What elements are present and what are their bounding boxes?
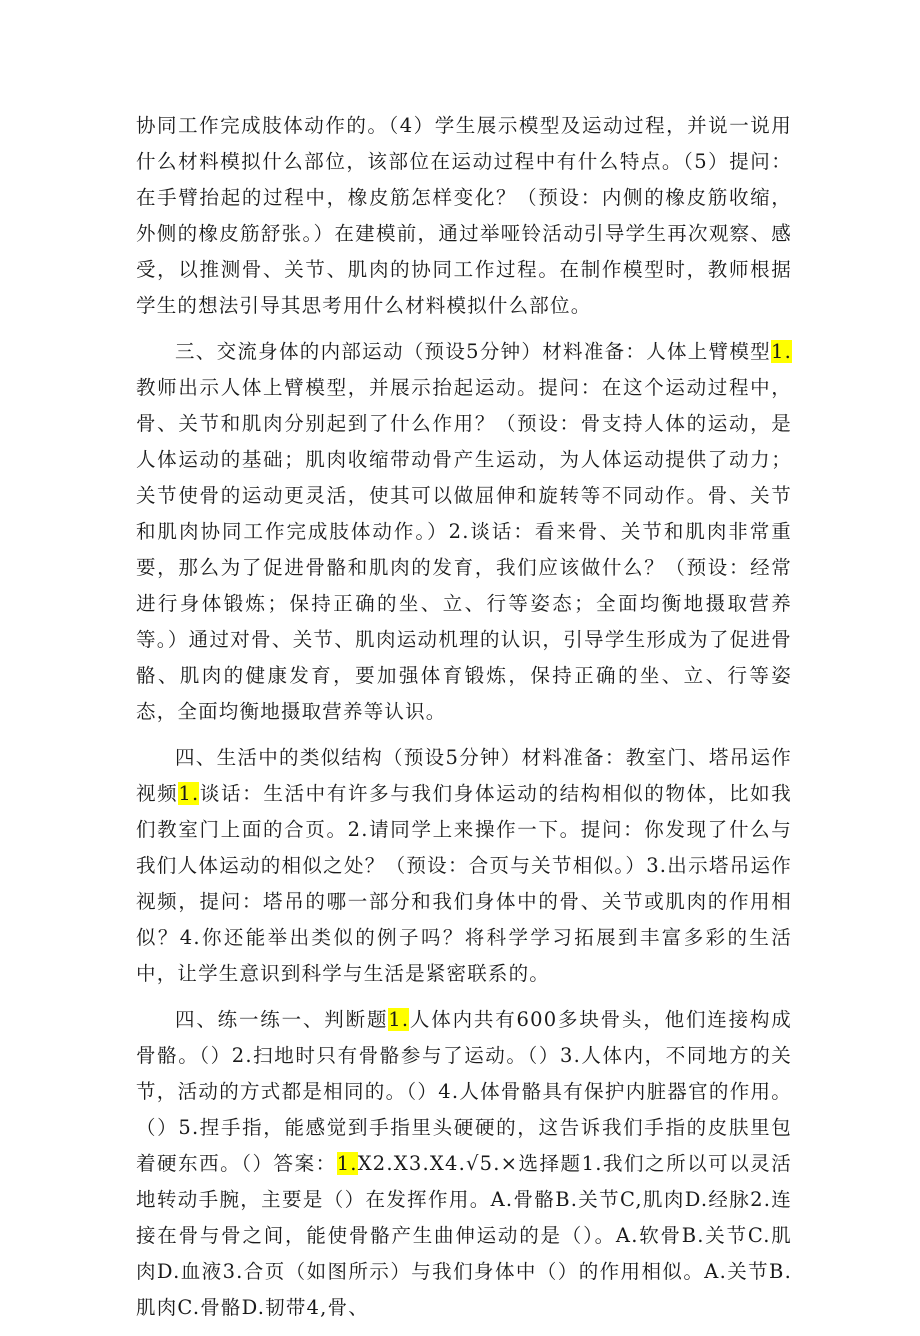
paragraph-1 [136,108,792,324]
highlighted-number: 1. [336,1152,358,1175]
highlighted-number: 1. [388,1008,410,1031]
paragraph-text: 教师出示人体上臂模型，并展示抬起运动。提问：在这个运动过程中，骨、关节和肌肉分别起到了什么作用？（预设：骨支持人体的运动，是人体运动的基础；肌肉收缩带动骨产生运动，为人体运动提供了动力；关节使骨的运动更灵活，使其可以做屈伸和旋转等不同动作。骨、关节和肌肉协同工作完成肢体动作。）2.谈话：看来骨、关节和肌肉非常重要，那么为了促进骨骼和肌肉的发育，我们应该做什么？（预设：经常进行身体锻炼；保持正确的坐、立、行等姿态；全面均衡地摄取营养等。）通过对骨、关节、肌肉运动机理的认识，引导学生形成为了促进骨骼、肌肉的健康发育，要加强体育锻炼，保持正确的坐、立、行等姿态，全面均衡地摄取营养等认识。 [136,376,792,723]
paragraph-text: 四、生活中的类似结构（预设5分钟）材料准备：教室门、塔吊运作视频 [136,746,792,805]
highlighted-number: 1. [178,782,200,805]
paragraph-text: 协同工作完成肢体动作的。（4）学生展示模型及运动过程，并说一说用什么材料模拟什么部位，该部位在运动过程中有什么特点。（5）提问：在手臂抬起的过程中，橡皮筋怎样变化？（预设：内侧的橡皮筋收缩，外侧的橡皮筋舒张。）在建模前，通过举哑铃活动引导学生再次观察、感受，以推测骨、关节、肌肉的协同工作过程。在制作模型时，教师根据学生的想法引导其思考用什么材料模拟什么部位。 [136,114,792,317]
paragraph-text: 人体内共有600多块骨头，他们连接构成骨骼。（）2.扫地时只有骨骼参与了运动。（）3.人体内，不同地方的关节，活动的方式都是相同的。（）4.人体骨骼具有保护内脏器官的作用。（）5.捏手指，能感觉到手指里头硬硬的，这告诉我们手指的皮肤里包着硬东西。（）答案： [136,1008,792,1175]
paragraph-text: 谈话：生活中有许多与我们身体运动的结构相似的物体，比如我们教室门上面的合页。2.请同学上来操作一下。提问：你发现了什么与我们人体运动的相似之处？（预设：合页与关节相似。）3.出示塔吊运作视频，提问：塔吊的哪一部分和我们身体中的骨、关节或肌肉的作用相似？4.你还能举出类似的例子吗？将科学学习拓展到丰富多彩的生活中，让学生意识到科学与生活是紧密联系的。 [136,782,792,985]
paragraph-text: X2.X3.X4.√5.×选择题1.我们之所以可以灵活地转动手腕，主要是（）在发挥作用。A.骨骼B.关节C,肌肉D.经脉2.连接在骨与骨之间，能使骨骼产生曲伸运动的是（）。A.软骨B.关节C.肌肉D.血液3.合页（如图所示）与我们身体中（）的作用相似。A.关节B.肌肉C.骨骼D.韧带4,骨、 [136,1152,792,1319]
paragraph-text: 四、练一练一、判断题 [175,1008,389,1031]
paragraph-4 [136,1002,792,1326]
paragraph-3 [136,740,792,992]
document-body [136,108,792,1336]
highlighted-number: 1. [770,340,792,363]
paragraph-2 [136,334,792,730]
paragraph-text: 三、交流身体的内部运动（预设5分钟）材料准备：人体上臂模型 [175,340,771,363]
